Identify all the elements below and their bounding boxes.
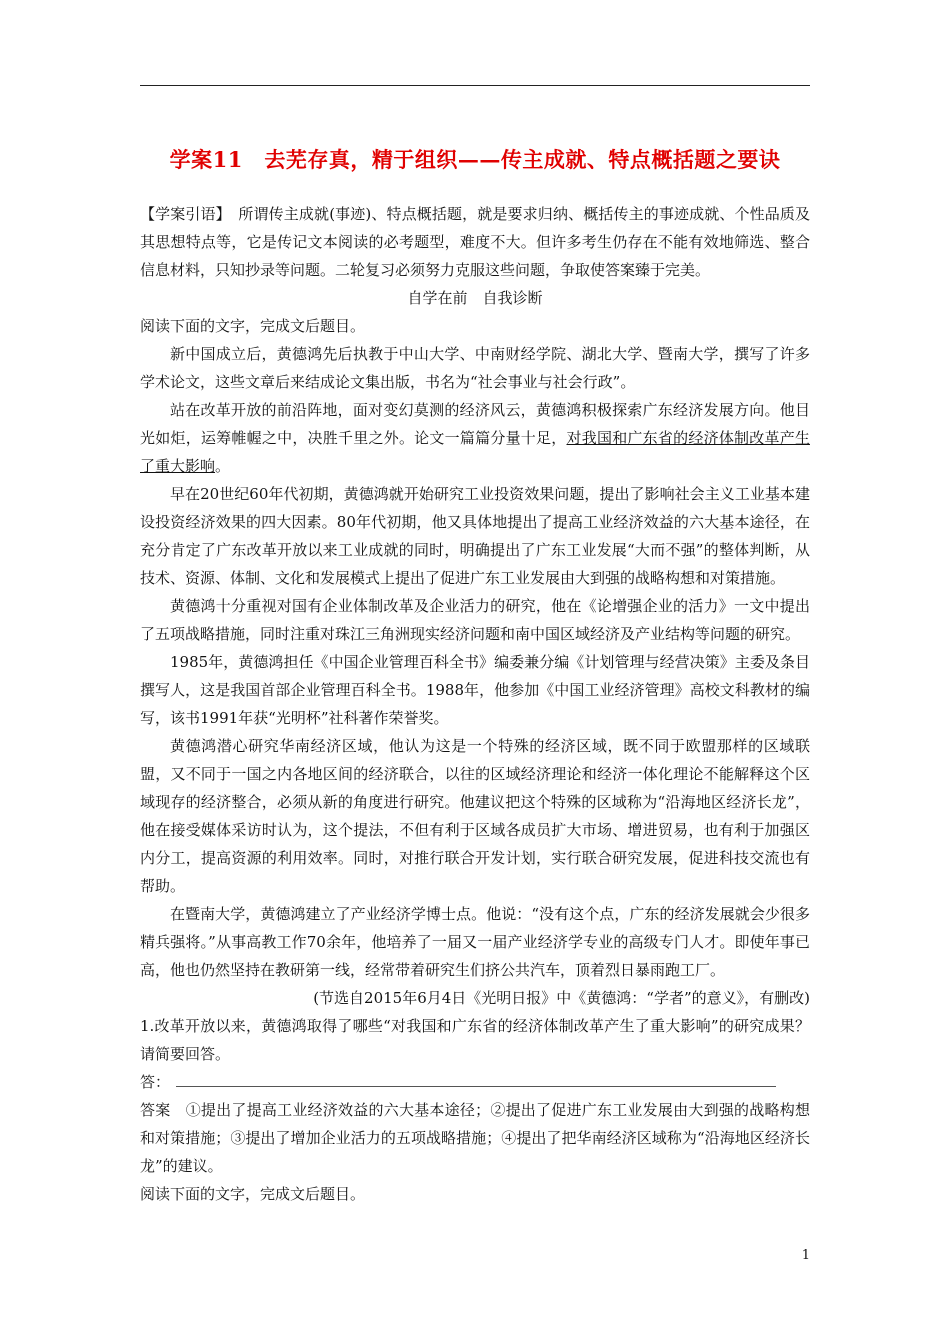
passage-paragraph-1: 新中国成立后，黄德鸿先后执教于中山大学、中南财经学院、湖北大学、暨南大学，撰写了许多学术论文，这些文章后来结成论文集出版，书名为“社会事业与社会行政”。 xyxy=(140,345,810,391)
header-rule xyxy=(140,85,810,86)
answer-blank-line xyxy=(176,1070,776,1087)
answer-prompt xyxy=(140,1068,810,1096)
reading-instruction-2: 阅读下面的文字，完成文后题目。 xyxy=(140,1185,366,1203)
passage-paragraph-2 xyxy=(140,396,810,480)
document-body xyxy=(140,200,810,1208)
source-citation: (节选自2015年6月4日《光明日报》中《黄德鸿：“学者”的意义》，有删改) xyxy=(313,989,810,1007)
passage-paragraph-4: 黄德鸿十分重视对国有企业体制改革及企业活力的研究，他在《论增强企业的活力》一文中提出了五项战略措施，同时注重对珠江三角洲现实经济问题和南中国区域经济及产业结构等问题的研究。 xyxy=(140,597,810,643)
answer-label: 答： xyxy=(140,1073,171,1091)
page-number: 1 xyxy=(801,1248,810,1263)
passage-paragraph-6: 黄德鸿潜心研究华南经济区域，他认为这是一个特殊的经济区域，既不同于欧盟那样的区域联盟，又不同于一国之内各地区间的经济联合，以往的区域经济理论和经济一体化理论不能解释这个区域现存的经济整合，必须从新的角度进行研究。他建议把这个特殊的区域称为“沿海地区经济长龙”，他在接受媒体采访时认为，这个提法，不但有利于区域各成员扩大市场、增进贸易，也有利于加强区内分工，提高资源的利用效率。同时，对推行联合开发计划，实行联合研究发展，促进科技交流也有帮助。 xyxy=(140,737,810,895)
paragraph-2-text: 站在改革开放的前沿阵地，面对变幻莫测的经济风云，黄德鸿积极探索广东经济发展方向。他目光如炬，运筹帷幄之中，决胜千里之外。论文一篇篇分量十足， xyxy=(140,401,810,447)
passage-paragraph-3: 早在20世纪60年代初期，黄德鸿就开始研究工业投资效果问题，提出了影响社会主义工业基本建设投资经济效果的四大因素。80年代初期，他又具体地提出了提高工业经济效益的六大基本途径，在充分肯定了广东改革开放以来工业成就的同时，明确提出了广东工业发展“大而不强”的整体判断，从技术、资源、体制、文化和发展模式上提出了促进广东工业发展由大到强的战略构想和对策措施。 xyxy=(140,485,810,587)
passage-paragraph-5: 1985年，黄德鸿担任《中国企业管理百科全书》编委兼分编《计划管理与经营决策》主委及条目撰写人，这是我国首部企业管理百科全书。1988年，他参加《中国工业经济管理》高校文科教材的编写，该书1991年获“光明杯”社科著作荣誉奖。 xyxy=(140,653,810,727)
paragraph-2-end: 。 xyxy=(215,457,231,475)
section-heading: 自学在前 自我诊断 xyxy=(407,289,543,307)
intro-text: 所谓传主成就(事迹)、特点概括题，就是要求归纳、概括传主的事迹成就、个性品质及其思想特点等，它是传记文本阅读的必考题型，难度不大。但许多考生仍存在不能有效地筛选、整合信息材料，只知抄录等问题。二轮复习必须努力克服这些问题，争取使答案臻于完美。 xyxy=(140,205,810,279)
passage-paragraph-7: 在暨南大学，黄德鸿建立了产业经济学博士点。他说：“没有这个点，广东的经济发展就会少很多精兵强将。”从事高教工作70余年，他培养了一届又一届产业经济学专业的高级专门人才。即使年事已高，他也仍然坚持在教研第一线，经常带着研究生们挤公共汽车，顶着烈日暴雨跑工厂。 xyxy=(140,905,810,979)
answer-text: 答案 ①提出了提高工业经济效益的六大基本途径；②提出了促进广东工业发展由大到强的战略构想和对策措施；③提出了增加企业活力的五项战略措施；④提出了把华南经济区域称为“沿海地区经济长龙”的建议。 xyxy=(140,1101,810,1175)
intro-paragraph xyxy=(140,200,810,284)
intro-tag: 【学案引语】 xyxy=(140,205,224,223)
question-1: 1.改革开放以来，黄德鸿取得了哪些“对我国和广东省的经济体制改革产生了重大影响”的研究成果？请简要回答。 xyxy=(140,1017,810,1063)
underlined-phrase: 对我国和广东省的经济体制改革产生了重大影响 xyxy=(140,429,810,475)
reading-instruction: 阅读下面的文字，完成文后题目。 xyxy=(140,317,366,335)
page-title: 学案11 去芜存真，精于组织——传主成就、特点概括题之要诀 xyxy=(169,147,781,172)
